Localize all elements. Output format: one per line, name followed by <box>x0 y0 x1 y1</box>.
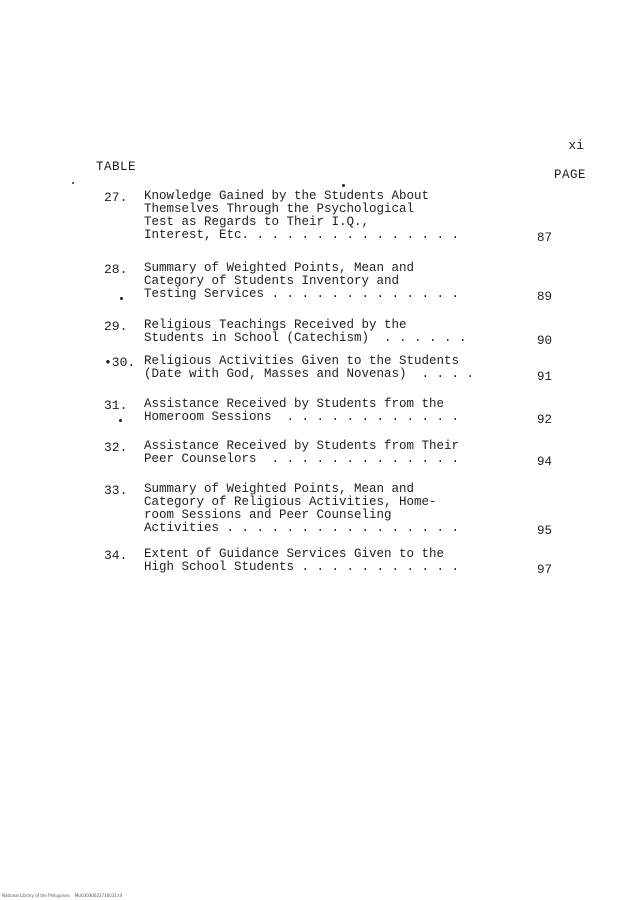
table-entry-title-line: Themselves Through the Psychological <box>144 202 415 216</box>
stray-mark <box>119 419 122 422</box>
table-entry-title-line: Summary of Weighted Points, Mean and <box>144 261 415 275</box>
table-entry-number: 27. <box>104 190 128 205</box>
table-entry-title-line: room Sessions and Peer Counseling <box>144 508 392 522</box>
stray-mark <box>342 184 345 187</box>
table-entry-page-number: 87 <box>536 231 552 245</box>
table-entry-title-line: Students in School (Catechism) . . . . . . <box>144 331 467 345</box>
stray-mark <box>72 182 74 184</box>
table-entry-page-number: 97 <box>536 563 552 577</box>
table-entry-title-line: Religious Activities Given to the Students <box>144 354 460 368</box>
table-entry-page-number: 95 <box>536 524 552 538</box>
table-entry-title-line: Activities . . . . . . . . . . . . . . . . <box>144 521 460 535</box>
table-entry-title-line: (Date with God, Masses and Novenas) . . . . <box>144 367 475 381</box>
table-entry-page-number: 90 <box>536 334 552 348</box>
table-entry-number: 28. <box>104 262 128 277</box>
page-column-heading: PAGE <box>553 168 586 182</box>
table-entry-title-line: Homeroom Sessions . . . . . . . . . . . . <box>144 410 460 424</box>
table-entry-number: 31. <box>104 398 128 413</box>
stray-mark <box>120 297 123 300</box>
table-entry-title-line: Knowledge Gained by the Students About <box>144 189 430 203</box>
table-entry-title-line: Extent of Guidance Services Given to the <box>144 547 445 561</box>
table-entry-number: 29. <box>104 319 128 334</box>
page-number: xi <box>568 138 584 153</box>
scan-footer: National Library of the Philippines MU03030021716031.tif <box>2 893 123 898</box>
table-entry-title-line: Testing Services . . . . . . . . . . . . . <box>144 287 460 301</box>
table-entry-title-line: Religious Teachings Received by the <box>144 318 407 332</box>
table-entry-title-line: Assistance Received by Students from the <box>144 397 445 411</box>
table-entry-number: •30. <box>104 355 136 370</box>
table-column-heading: TABLE <box>96 160 137 174</box>
table-entry-title-line: Assistance Received by Students from Their <box>144 439 460 453</box>
table-entry-title-line: Interest, Etc. . . . . . . . . . . . . . . <box>144 228 460 242</box>
table-entry-title-line: Test as Regards to Their I.Q., <box>144 215 370 229</box>
table-entry-page-number: 89 <box>536 290 552 304</box>
table-entry-number: 33. <box>104 483 128 498</box>
table-entry-title-line: Category of Students Inventory and <box>144 274 400 288</box>
table-entry-title-line: High School Students . . . . . . . . . . . <box>144 560 460 574</box>
table-entry-page-number: 92 <box>536 413 552 427</box>
table-entry-number: 34. <box>104 548 128 563</box>
table-entry-title-line: Category of Religious Activities, Home- <box>144 495 437 509</box>
table-entry-page-number: 94 <box>536 455 552 469</box>
table-entry-number: 32. <box>104 440 128 455</box>
table-entry-title-line: Peer Counselors . . . . . . . . . . . . . <box>144 452 460 466</box>
table-entry-page-number: 91 <box>536 370 552 384</box>
table-entry-title-line: Summary of Weighted Points, Mean and <box>144 482 415 496</box>
